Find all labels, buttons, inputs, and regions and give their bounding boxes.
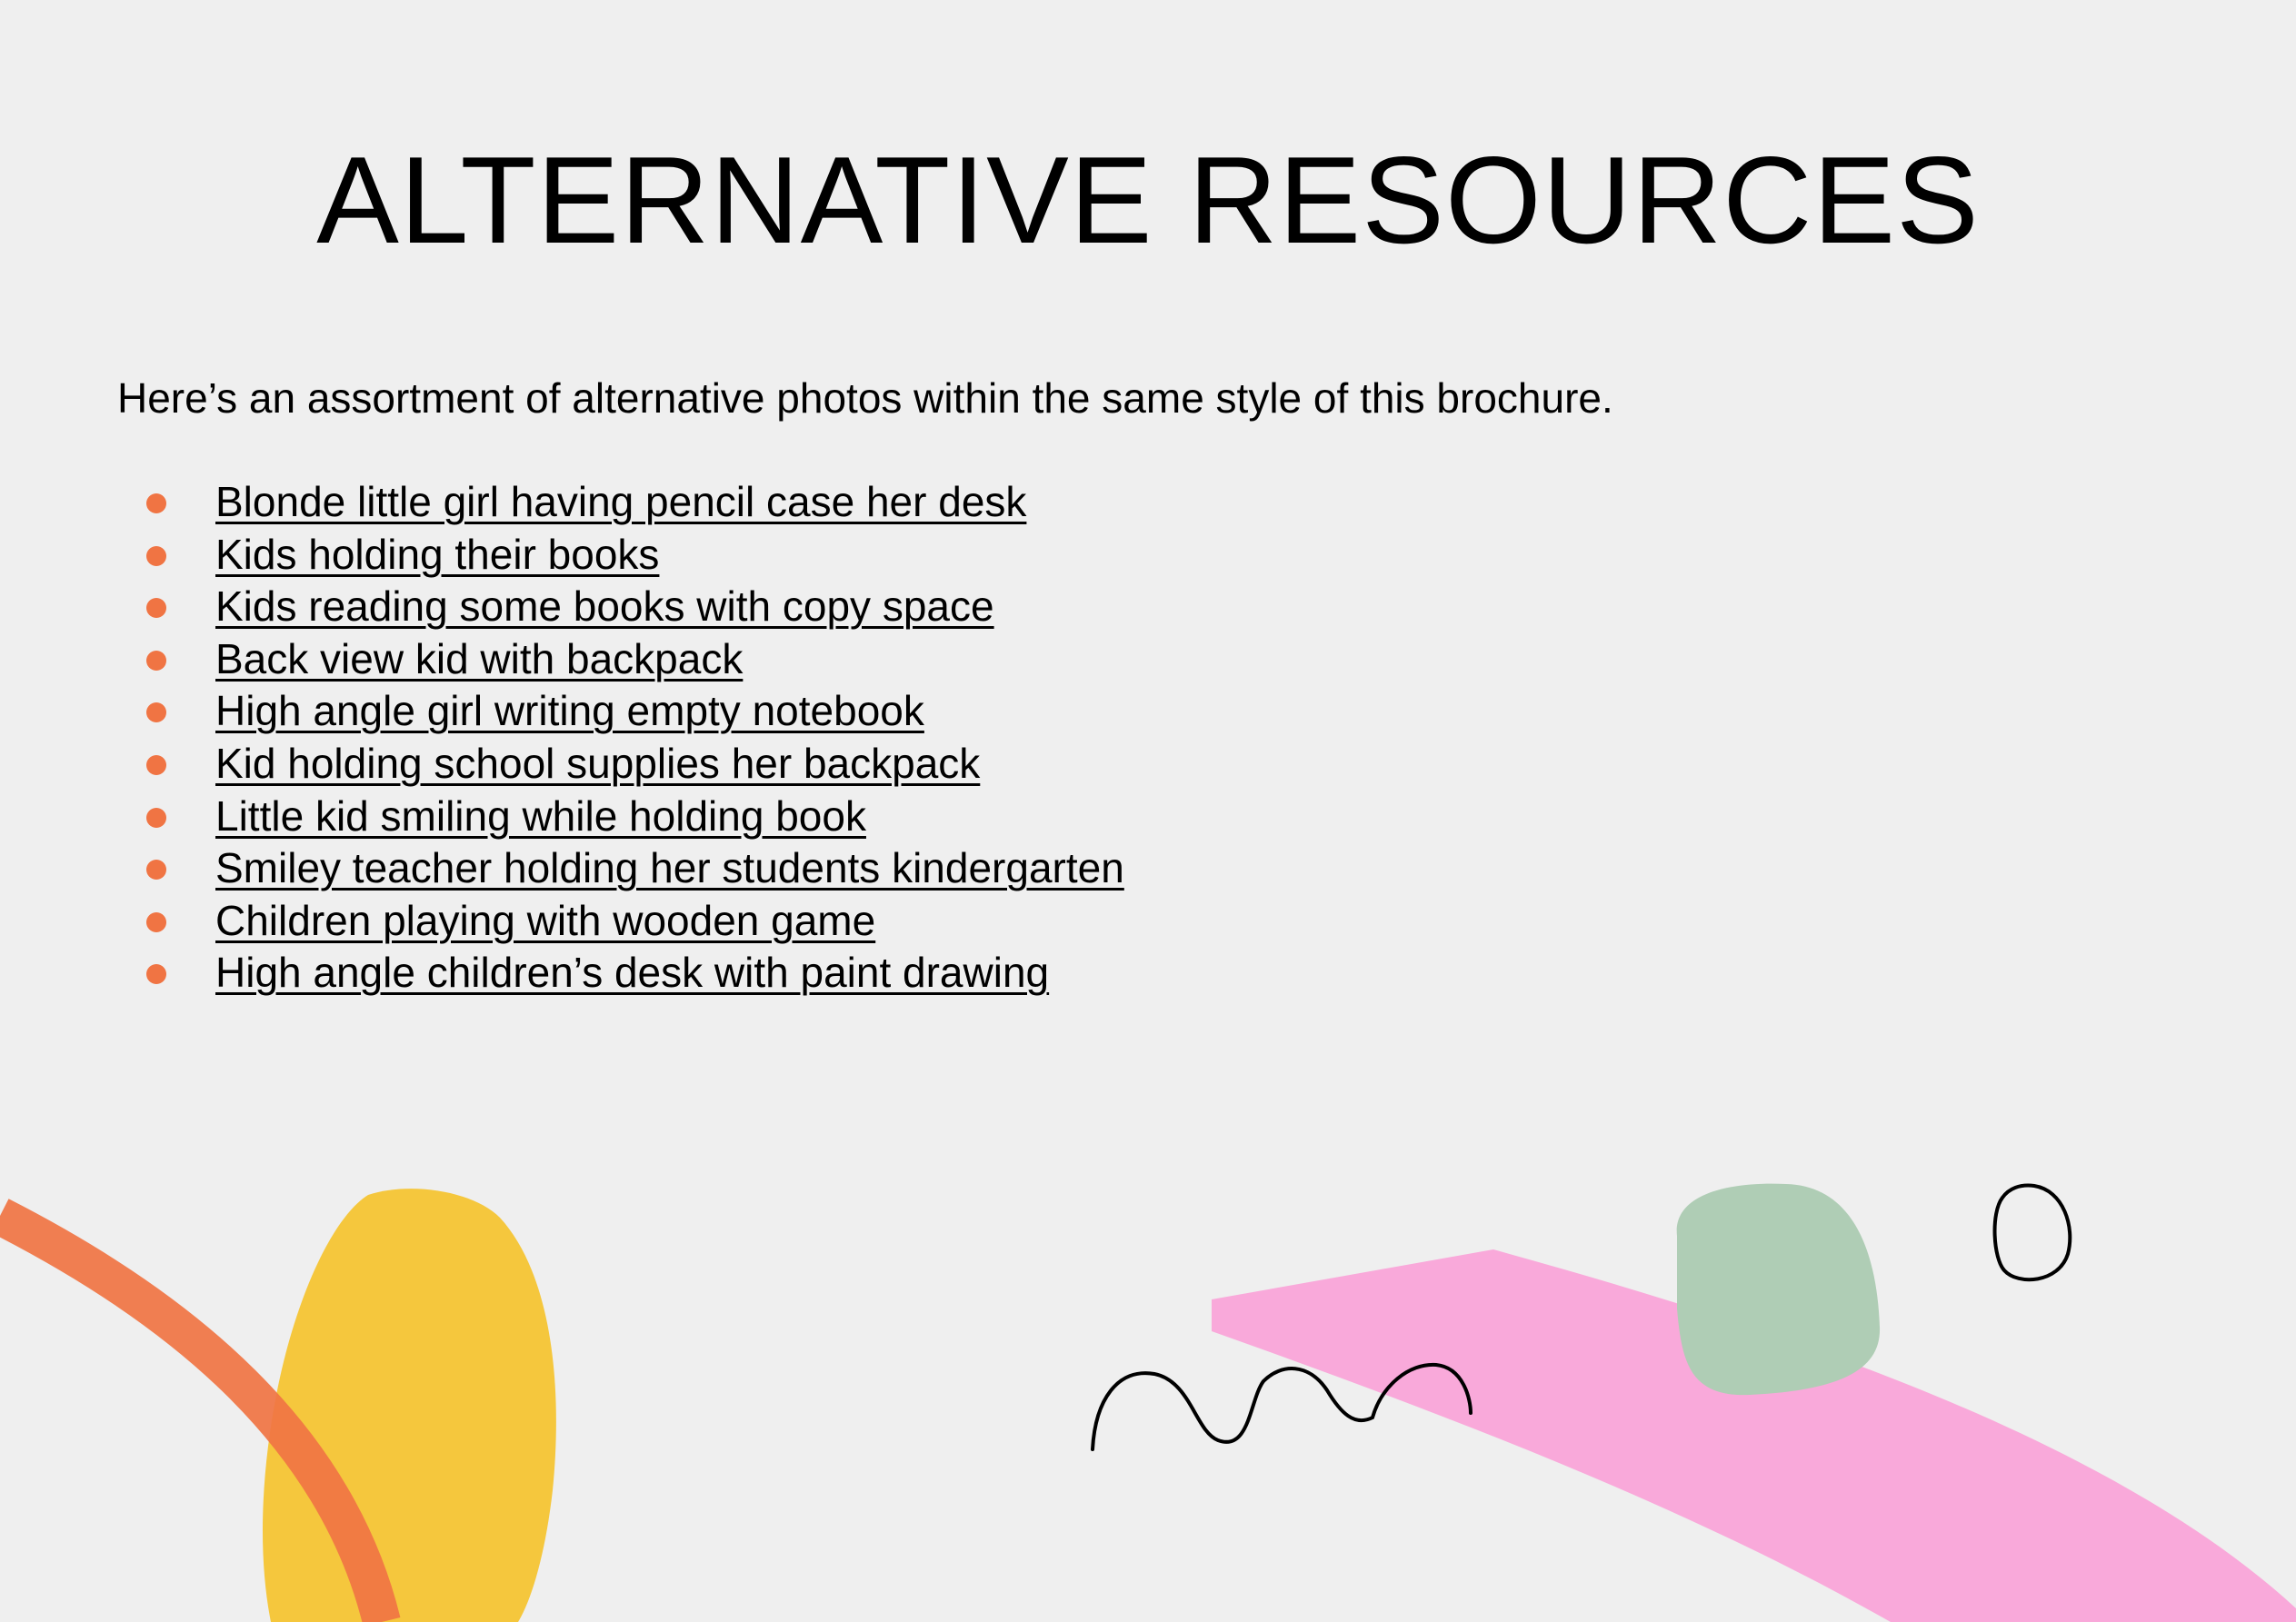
bullet-dot bbox=[146, 755, 166, 775]
list-item bbox=[0, 476, 1124, 529]
page-title: ALTERNATIVE RESOURCES bbox=[316, 131, 1980, 269]
resource-link[interactable]: Kids holding their books bbox=[215, 530, 660, 578]
list-item bbox=[0, 738, 1124, 791]
bullet-dot bbox=[146, 964, 166, 984]
resource-link[interactable]: Little kid smiling while holding book bbox=[215, 791, 866, 840]
list-item bbox=[0, 947, 1124, 1000]
list-item bbox=[0, 791, 1124, 843]
resource-link[interactable]: Back view kid with backpack bbox=[215, 634, 744, 682]
list-item bbox=[0, 685, 1124, 738]
green-blob-shape bbox=[1677, 1184, 1880, 1396]
resource-link[interactable]: High angle girl writing empty notebook bbox=[215, 687, 924, 735]
list-item bbox=[0, 633, 1124, 686]
resource-link[interactable]: Blonde little girl having pencil case her desk bbox=[215, 478, 1027, 525]
yellow-blob-shape bbox=[263, 1189, 556, 1622]
bullet-dot bbox=[146, 493, 166, 513]
resource-link[interactable]: Kid holding school supplies her backpack bbox=[215, 739, 981, 787]
list-item bbox=[0, 529, 1124, 582]
resource-link[interactable]: Kids reading some books with copy space bbox=[215, 582, 994, 631]
bullet-dot bbox=[146, 808, 166, 828]
resource-list bbox=[0, 476, 1124, 1000]
bullet-dot bbox=[146, 912, 166, 932]
bullet-dot bbox=[146, 702, 166, 722]
loop-outline-shape bbox=[1995, 1186, 2071, 1280]
bullet-dot bbox=[146, 651, 166, 671]
list-item bbox=[0, 581, 1124, 633]
bullet-dot bbox=[146, 860, 166, 880]
list-item bbox=[0, 895, 1124, 948]
resource-link[interactable]: High angle children’s desk with paint drawing bbox=[215, 949, 1050, 997]
resource-link[interactable]: Smiley teacher holding her students kindergarten bbox=[215, 844, 1124, 892]
intro-text: Here’s an assortment of alternative photos within the same style of this brochure. bbox=[117, 374, 1613, 422]
list-item bbox=[0, 842, 1124, 895]
bullet-dot bbox=[146, 598, 166, 618]
resource-link[interactable]: Children playing with wooden game bbox=[215, 896, 876, 944]
bullet-dot bbox=[146, 546, 166, 566]
